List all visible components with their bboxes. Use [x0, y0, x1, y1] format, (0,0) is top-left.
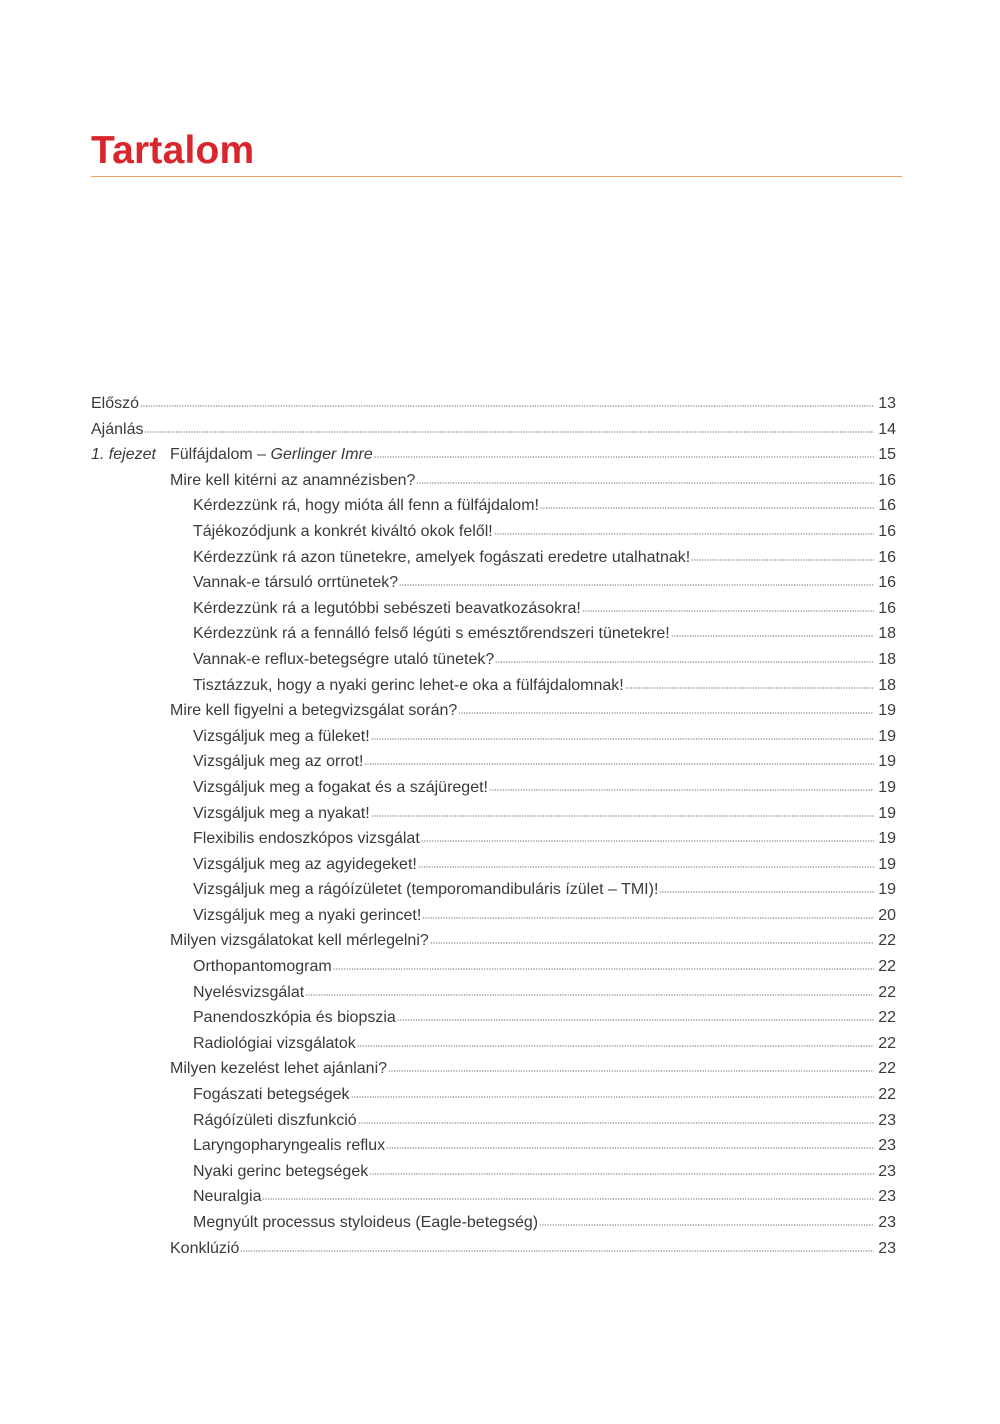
toc-entry[interactable]	[91, 1056, 896, 1082]
toc-page-number: 22	[878, 983, 896, 1001]
toc-entry-title-text: Mire kell figyelni a betegvizsgálat során?	[170, 702, 458, 720]
toc-page-number: 23	[878, 1162, 896, 1180]
toc-entry[interactable]	[91, 1159, 896, 1185]
toc-entry[interactable]	[91, 621, 896, 647]
toc-entry-title-text: Vannak-e reflux-betegségre utaló tünetek?	[193, 650, 495, 668]
toc-leader-dots	[659, 890, 874, 894]
toc-entry-title	[193, 877, 658, 903]
toc-entry-title-text: Előszó	[91, 395, 140, 412]
toc-page-number: 16	[878, 599, 896, 617]
toc-entry-title	[193, 1184, 261, 1210]
toc-page-number: 23	[878, 1239, 896, 1257]
toc-entry-title-text: Kérdezzünk rá a legutóbbi sebészeti beavatkozásokra!	[193, 599, 581, 617]
toc-entry-title	[193, 1082, 350, 1108]
toc-entry-title	[193, 621, 670, 647]
toc-entry-title	[193, 1108, 357, 1134]
toc-entry[interactable]	[91, 724, 896, 750]
toc-page-number: 22	[878, 958, 896, 976]
toc-leader-dots	[625, 686, 874, 690]
toc-entry-title	[193, 545, 690, 571]
toc-entry-title	[193, 570, 398, 596]
toc-entry[interactable]	[91, 647, 896, 673]
toc-entry-title-text: Radiológiai vizsgálatok	[193, 1034, 356, 1052]
toc-leader-dots	[369, 1172, 874, 1176]
toc-entry[interactable]	[91, 954, 896, 980]
toc-entry[interactable]	[91, 903, 896, 929]
toc-leader-dots	[691, 558, 874, 562]
toc-entry[interactable]	[91, 698, 896, 724]
toc-entry-title-text: Vizsgáljuk meg a fogakat és a szájüreget!	[193, 778, 488, 796]
toc-page-number: 22	[878, 1034, 896, 1052]
toc-entry-title-text: Konklúzió	[170, 1239, 240, 1257]
toc-page-number: 16	[878, 574, 896, 592]
toc-entry-title-text: Neuralgia	[193, 1188, 262, 1206]
toc-page-number: 13	[878, 395, 896, 412]
toc-leader-dots	[399, 583, 874, 587]
toc-entry-title	[193, 775, 488, 801]
toc-entry[interactable]	[91, 1005, 896, 1031]
toc-entry-title-text: Tájékozódjunk a konkrét kiváltó okok felől!	[193, 522, 493, 540]
toc-leader-dots	[422, 916, 874, 920]
page-title: Tartalom	[91, 129, 255, 172]
toc-entry-title-text: Rágóízületi diszfunkció	[193, 1111, 357, 1129]
toc-entry[interactable]	[91, 391, 896, 417]
toc-entry-title	[170, 442, 373, 468]
toc-leader-dots	[374, 455, 874, 459]
toc-leader-dots	[140, 404, 874, 408]
toc-entry[interactable]	[91, 1236, 896, 1262]
toc-entry-title-text: Nyelésvizsgálat	[193, 983, 305, 1001]
toc-entry[interactable]	[91, 1184, 896, 1210]
toc-leader-dots	[144, 430, 874, 434]
toc-entry-title-text: Vannak-e társuló orrtünetek?	[193, 574, 399, 592]
toc-entry-title	[193, 980, 304, 1006]
toc-entry-title-text: Vizsgáljuk meg az agyidegeket!	[193, 855, 417, 873]
toc-leader-dots	[582, 609, 874, 613]
toc-entry[interactable]	[91, 980, 896, 1006]
toc-entry[interactable]	[91, 1210, 896, 1236]
toc-page-number: 19	[878, 702, 896, 720]
toc-entry-title-text: Kérdezzünk rá a fennálló felső légúti s emésztőrendszeri tünetekre!	[193, 625, 670, 643]
toc-entry[interactable]	[91, 596, 896, 622]
toc-leader-dots	[305, 993, 874, 997]
toc-entry-title-text: Vizsgáljuk meg a nyaki gerincet!	[193, 906, 422, 924]
toc-page-number: 18	[878, 625, 896, 643]
toc-page-number: 20	[878, 906, 896, 924]
toc-page-number: 23	[878, 1111, 896, 1129]
toc-entry-title-text: Megnyúlt processus styloideus (Eagle-betegség)	[193, 1214, 539, 1231]
toc-entry[interactable]	[91, 493, 896, 519]
toc-entry[interactable]	[91, 775, 896, 801]
toc-entry-title-text: Panendoszkópia és biopszia	[193, 1009, 396, 1027]
toc-entry-title	[193, 1159, 368, 1185]
toc-entry-title-text: Milyen kezelést lehet ajánlani?	[170, 1060, 388, 1078]
toc-page-number: 19	[878, 830, 896, 848]
toc-entry-title-text: Laryngopharyngealis reflux	[193, 1137, 386, 1155]
toc-page-number: 22	[878, 932, 896, 950]
toc-page-number: 16	[878, 471, 896, 489]
toc-chapter-label: 1. fejezet	[91, 446, 156, 464]
toc-leader-dots	[240, 1249, 874, 1253]
toc-leader-dots	[489, 788, 874, 792]
toc-entry-title-text: Vizsgáljuk meg a nyakat!	[193, 804, 370, 822]
toc-leader-dots	[371, 737, 874, 741]
toc-entry-title	[193, 826, 420, 852]
toc-entry-title	[193, 749, 363, 775]
toc-entry-title	[193, 673, 624, 699]
toc-entry-title-text: Nyaki gerinc betegségek	[193, 1162, 369, 1180]
toc-entry-title-text: Fülfájdalom –	[170, 446, 271, 464]
toc-page-number: 23	[878, 1214, 896, 1231]
toc-entry-title-text: Tisztázzuk, hogy a nyaki gerinc lehet-e oka a fülfájdalomnak!	[193, 676, 624, 694]
toc-leader-dots	[397, 1018, 874, 1022]
toc-entry-title-text: Kérdezzünk rá, hogy mióta áll fenn a fülfájdalom!	[193, 497, 539, 515]
toc-entry-title	[193, 954, 332, 980]
toc-entry-title-text: Milyen vizsgálatokat kell mérlegelni?	[170, 932, 429, 950]
toc-leader-dots	[358, 1121, 874, 1125]
toc-entry-title	[193, 1210, 538, 1236]
toc-entry-title	[193, 493, 539, 519]
toc-entry[interactable]	[91, 852, 896, 878]
toc-page-number: 22	[878, 1060, 896, 1078]
toc-entry-title	[193, 1031, 356, 1057]
toc-entry[interactable]	[91, 1108, 896, 1134]
toc-leader-dots	[418, 865, 874, 869]
toc-leader-dots	[351, 1095, 874, 1099]
toc-entry-title	[193, 596, 581, 622]
toc-page-number: 23	[878, 1137, 896, 1155]
toc-page-number: 14	[878, 420, 896, 438]
title-underline	[91, 176, 902, 177]
toc-leader-dots	[416, 481, 874, 485]
toc-entry[interactable]	[91, 442, 896, 468]
toc-leader-dots	[371, 814, 874, 818]
toc-entry-title-text: Vizsgáljuk meg a füleket!	[193, 727, 370, 745]
toc-entry[interactable]	[91, 749, 896, 775]
toc-page-number: 19	[878, 753, 896, 771]
toc-page-number: 19	[878, 881, 896, 899]
toc-leader-dots	[495, 660, 874, 664]
toc-entry[interactable]	[91, 519, 896, 545]
toc-page-number: 18	[878, 676, 896, 694]
toc-entry-title	[170, 698, 457, 724]
toc-entry-title	[193, 903, 421, 929]
toc-leader-dots	[430, 941, 874, 945]
toc-leader-dots	[540, 506, 874, 510]
toc-entry[interactable]	[91, 826, 896, 852]
toc-page-number: 16	[878, 522, 896, 540]
toc-leader-dots	[494, 532, 874, 536]
toc-page-number: 18	[878, 650, 896, 668]
toc-leader-dots	[671, 634, 874, 638]
toc-entry-title-text: Orthopantomogram	[193, 958, 332, 976]
toc-page-number: 15	[878, 446, 896, 464]
toc-entry-title	[193, 519, 493, 545]
toc-entry-title-text: Flexibilis endoszkópos vizsgálat	[193, 830, 420, 848]
toc-leader-dots	[539, 1223, 874, 1227]
toc-page-number: 22	[878, 1009, 896, 1027]
toc-entry-title	[193, 724, 370, 750]
toc-entry[interactable]	[91, 1133, 896, 1159]
toc-entry[interactable]	[91, 468, 896, 494]
toc-page-number: 16	[878, 548, 896, 566]
toc-entry-title	[170, 1056, 387, 1082]
toc-leader-dots	[386, 1146, 874, 1150]
toc-entry-title	[193, 1005, 396, 1031]
toc-entry-title-text: Kérdezzünk rá azon tünetekre, amelyek fogászati eredetre utalhatnak!	[193, 548, 691, 566]
toc-entry-title-text: Vizsgáljuk meg az orrot!	[193, 753, 364, 771]
toc-entry-title-text: Vizsgáljuk meg a rágóízületet (temporomandibuláris ízület – TMI)!	[193, 881, 659, 899]
toc-entry-title	[91, 417, 143, 443]
table-of-contents	[91, 391, 896, 1261]
toc-entry[interactable]	[91, 877, 896, 903]
toc-entry-title	[193, 647, 494, 673]
toc-page-number: 22	[878, 1086, 896, 1104]
toc-entry-title	[170, 928, 429, 954]
toc-entry[interactable]	[91, 545, 896, 571]
toc-entry-title	[170, 468, 415, 494]
toc-entry[interactable]	[91, 673, 896, 699]
toc-entry-title	[170, 1236, 239, 1262]
toc-leader-dots	[458, 711, 874, 715]
toc-entry[interactable]	[91, 801, 896, 827]
toc-entry-title-text: Ajánlás	[91, 420, 144, 438]
toc-page-number: 16	[878, 497, 896, 515]
toc-entry-title	[193, 852, 417, 878]
toc-entry[interactable]	[91, 417, 896, 443]
toc-entry-author: Gerlinger Imre	[270, 446, 373, 464]
toc-page-number: 19	[878, 727, 896, 745]
toc-leader-dots	[421, 839, 874, 843]
toc-page-number: 19	[878, 855, 896, 873]
toc-leader-dots	[262, 1197, 874, 1201]
toc-leader-dots	[357, 1044, 874, 1048]
toc-entry[interactable]	[91, 570, 896, 596]
toc-entry-title-text: Mire kell kitérni az anamnézisben?	[170, 471, 416, 489]
toc-entry-title	[91, 391, 139, 417]
toc-leader-dots	[333, 967, 874, 971]
toc-page-number: 19	[878, 778, 896, 796]
toc-leader-dots	[388, 1069, 874, 1073]
toc-entry-title	[193, 801, 370, 827]
toc-entry[interactable]	[91, 1082, 896, 1108]
toc-leader-dots	[364, 762, 874, 766]
toc-entry[interactable]	[91, 928, 896, 954]
toc-page-number: 19	[878, 804, 896, 822]
toc-page-number: 23	[878, 1188, 896, 1206]
toc-entry-title-text: Fogászati betegségek	[193, 1086, 350, 1104]
toc-entry[interactable]	[91, 1031, 896, 1057]
toc-entry-title	[193, 1133, 385, 1159]
